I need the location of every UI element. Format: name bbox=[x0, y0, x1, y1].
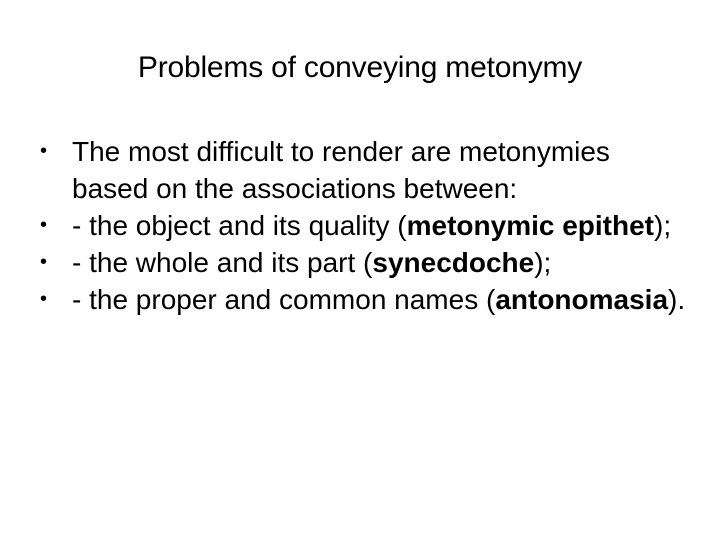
bullet-2-term: metonymic epithet bbox=[406, 210, 655, 241]
bullet-item-2 bbox=[40, 207, 690, 244]
bullet-3-term: synecdoche bbox=[372, 247, 535, 278]
bullet-dot-icon: • bbox=[40, 140, 48, 162]
bullet-item-4 bbox=[40, 281, 690, 318]
bullet-4-term: antonomasia bbox=[495, 284, 669, 315]
bullet-list bbox=[40, 133, 690, 318]
bullet-2-text-a: - the object and its quality ( bbox=[72, 210, 407, 241]
bullet-2-text-b: ); bbox=[654, 210, 672, 241]
slide-title-text: Problems of conveying metonymy bbox=[137, 51, 583, 84]
bullet-1-text: The most difficult to render are metonymies based on the associations between: bbox=[72, 136, 610, 204]
bullet-item-1 bbox=[40, 133, 690, 207]
bullet-dot-icon: • bbox=[40, 251, 48, 273]
bullet-4-text-b: ). bbox=[668, 284, 686, 315]
bullet-3-text-a: - the whole and its part ( bbox=[72, 247, 373, 278]
bullet-item-3 bbox=[40, 244, 690, 281]
bullet-4-text-a: - the proper and common names ( bbox=[72, 284, 496, 315]
bullet-dot-icon: • bbox=[40, 214, 48, 236]
slide-title bbox=[0, 48, 720, 88]
bullet-dot-icon: • bbox=[40, 288, 48, 310]
bullet-3-text-b: ); bbox=[534, 247, 552, 278]
